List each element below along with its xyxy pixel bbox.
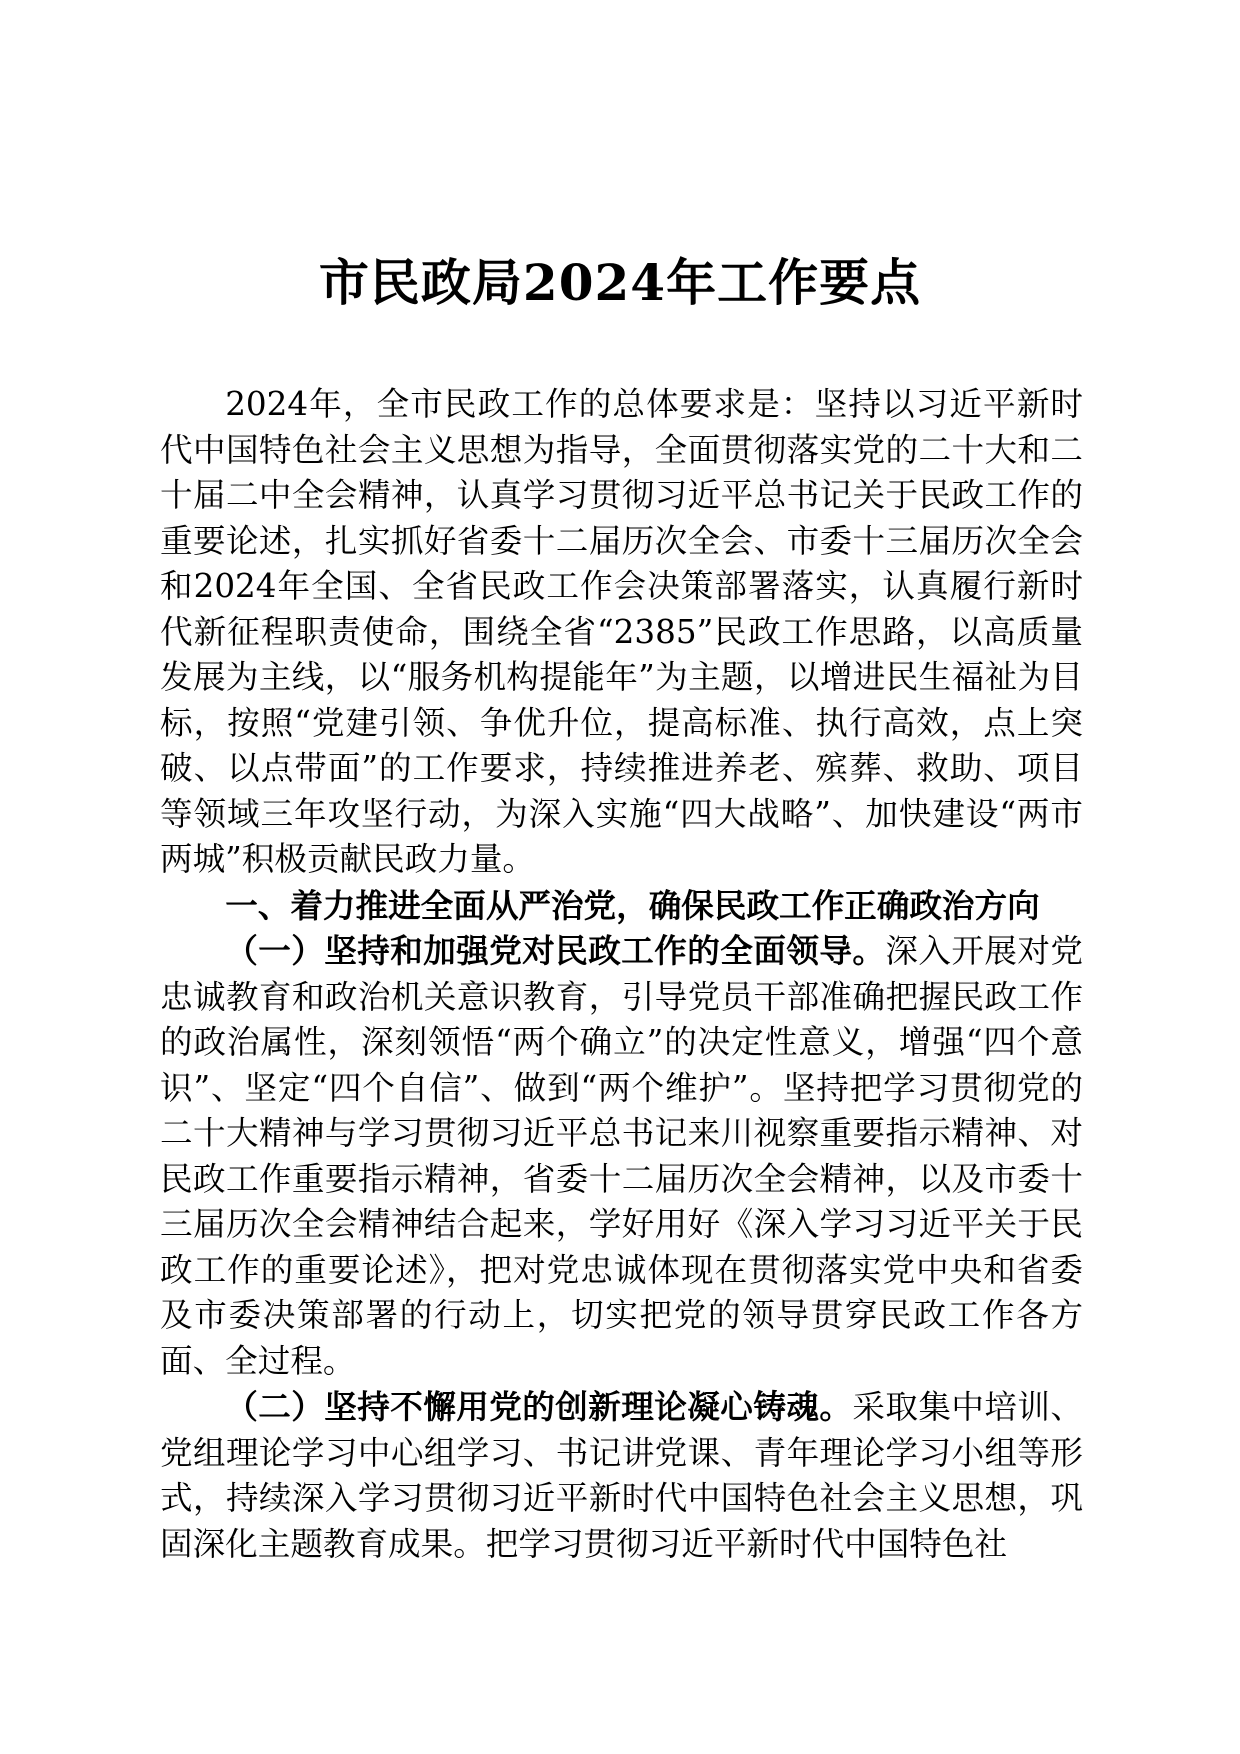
document-title: 市民政局2024年工作要点	[318, 253, 922, 312]
item-text: 深入开展对党忠诚教育和政治机关意识教育，引导党员干部准确把握民政工作的政治属性，深刻领悟“两个确立”的决定性意义，增强“四个意识”、坚定“四个自信”、做到“两个维护”。坚持把学习贯彻党的二十大精神与学习贯彻习近平总书记来川视察重要指示精神、对民政工作重要指示精神，省委十二届历次全会精神，以及市委十三届历次全会精神结合起来，学好用好《深入学习习近平关于民政工作的重要论述》，把对党忠诚体现在贯彻落实党中央和省委及市委决策部署的行动上，切实把党的领导贯穿民政工作各方面、全过程。	[160, 932, 1083, 1380]
document-body	[160, 382, 1083, 1567]
intro-paragraph: 2024年，全市民政工作的总体要求是：坚持以习近平新时代中国特色社会主义思想为指导，全面贯彻落实党的二十大和二十届二中全会精神，认真学习贯彻习近平总书记关于民政工作的重要论述，扎实抓好省委十二届历次全会、市委十三届历次全会和2024年全国、全省民政工作会决策部署落实，认真履行新时代新征程职责使命，围绕全省“2385”民政工作思路，以高质量发展为主线，以“服务机构提能年”为主题，以增进民生福祉为目标，按照“党建引领、争优升位，提高标准、执行高效，点上突破、以点带面”的工作要求，持续推进养老、殡葬、救助、项目等领域三年攻坚行动，为深入实施“四大战略”、加快建设“两市两城”积极贡献民政力量。	[160, 385, 1083, 878]
item-text: 采取集中培训、党组理论学习中心组学习、书记讲党课、青年理论学习小组等形式，持续深入学习贯彻习近平新时代中国特色社会主义思想，巩固深化主题教育成果。把学习贯彻习近平新时代中国特色社	[160, 1388, 1083, 1563]
section-heading: 一、着力推进全面从严治党，确保民政工作正确政治方向	[225, 885, 1040, 925]
section-item-paragraph	[160, 1384, 1083, 1567]
item-lead: （二）坚持不懈用党的创新理论凝心铸魂。	[225, 1387, 853, 1426]
item-lead: （一）坚持和加强党对民政工作的全面领导。	[225, 931, 886, 970]
section-item-paragraph	[160, 928, 1083, 1384]
